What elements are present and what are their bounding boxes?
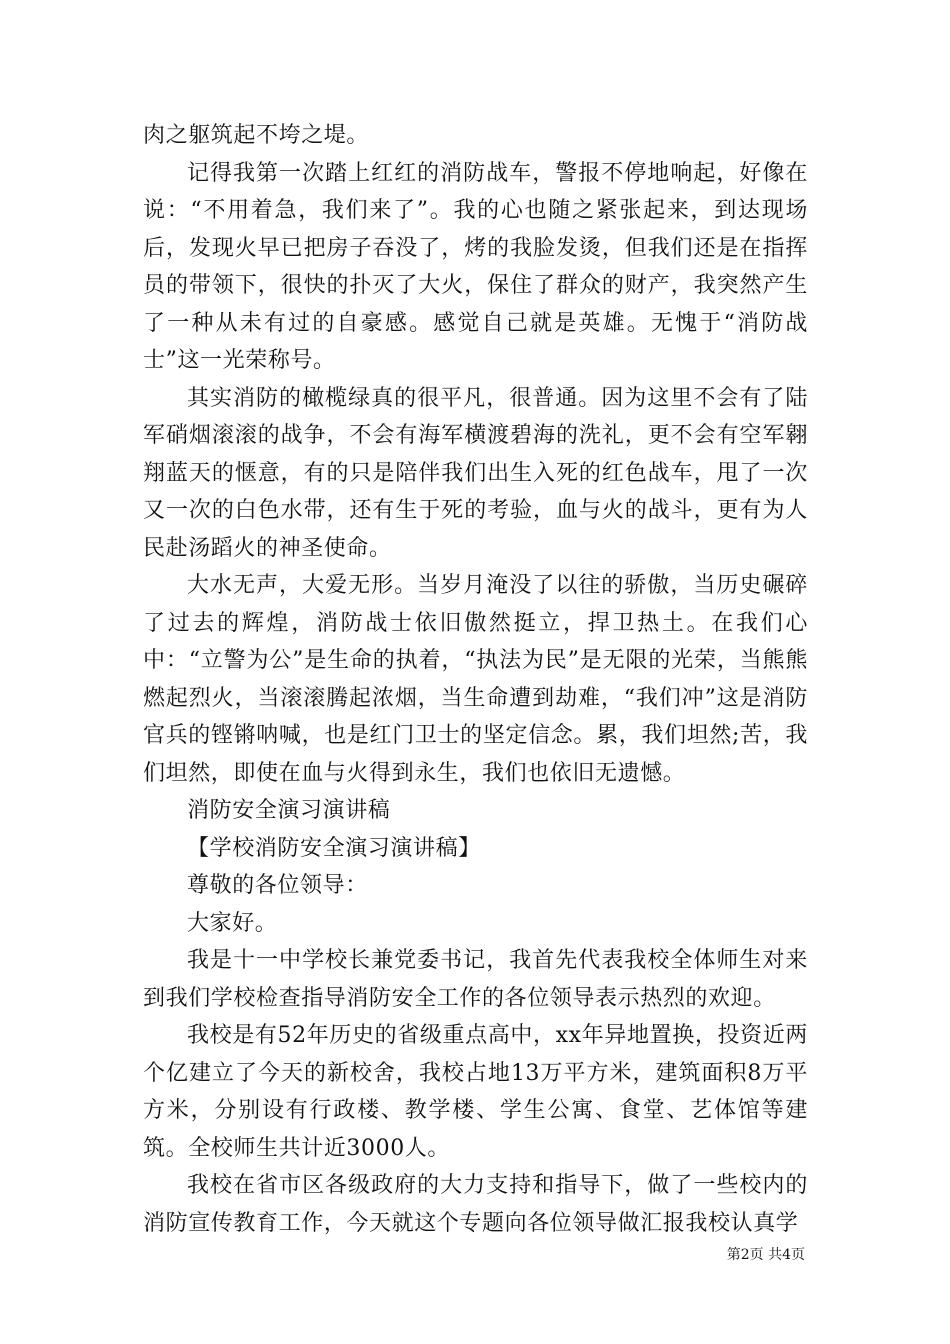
document-paragraph: 我校在省市区各级政府的大力支持和指导下，做了一些校内的消防宣传教育工作，今天就这个专题向各位领导做汇报我校认真学: [143, 1173, 808, 1236]
document-paragraph: 【学校消防安全演习演讲稿】: [187, 835, 481, 861]
page-number-footer: 第2页 共4页: [726, 1247, 805, 1263]
document-paragraph: 肉之躯筑起不垮之堤。: [143, 123, 370, 148]
document-paragraph: 其实消防的橄榄绿真的很平凡，很普通。因为这里不会有了陆军硝烟滚滚的战争，不会有海军横渡碧海的洗礼，更不会有空军翱翔蓝天的惬意，有的只是陪伴我们出生入死的红色战车，甩了一次又一次的白色水带，还有生于死的考验，血与火的战斗，更有为人民赴汤蹈火的神圣使命。: [143, 385, 808, 561]
document-paragraph: 我校是有52年历史的省级重点高中，xx年异地置换，投资近两个亿建立了今天的新校舍，我校占地13万平方米，建筑面积8万平方米，分别设有行政楼、教学楼、学生公寓、食堂、艺体馆等建筑。全校师生共计近3000人。: [143, 1023, 808, 1161]
document-paragraph: 记得我第一次踏上红红的消防战车，警报不停地响起，好像在说：“不用着急，我们来了”。我的心也随之紧张起来，到达现场后，发现火早已把房子吞没了，烤的我脸发烫，但我们还是在指挥员的带领下，很快的扑灭了大火，保住了群众的财产，我突然产生了一种从未有过的自豪感。感觉自己就是英雄。无愧于“消防战士”这一光荣称号。: [143, 160, 808, 373]
document-paragraph: 我是十一中学校长兼党委书记，我首先代表我校全体师生对来到我们学校检查指导消防安全工作的各位领导表示热烈的欢迎。: [143, 948, 808, 1011]
document-paragraph: 尊敬的各位领导：: [187, 873, 368, 898]
document-paragraph: 大家好。: [187, 910, 278, 936]
document-paragraph: 大水无声，大爱无形。当岁月淹没了以往的骄傲，当历史碾碎了过去的辉煌，消防战士依旧傲然挺立，捍卫热土。在我们心中：“立警为公”是生命的执着，“执法为民”是无限的光荣，当熊熊燃起烈火，当滚滚腾起浓烟，当生命遭到劫难，“我们冲”这是消防官兵的铿锵呐喊，也是红门卫士的坚定信念。累，我们坦然;苦，我们坦然，即使在血与火得到永生，我们也依旧无遗憾。: [143, 573, 808, 786]
document-paragraph: 消防安全演习演讲稿: [187, 798, 391, 823]
document-body: [143, 117, 808, 1242]
